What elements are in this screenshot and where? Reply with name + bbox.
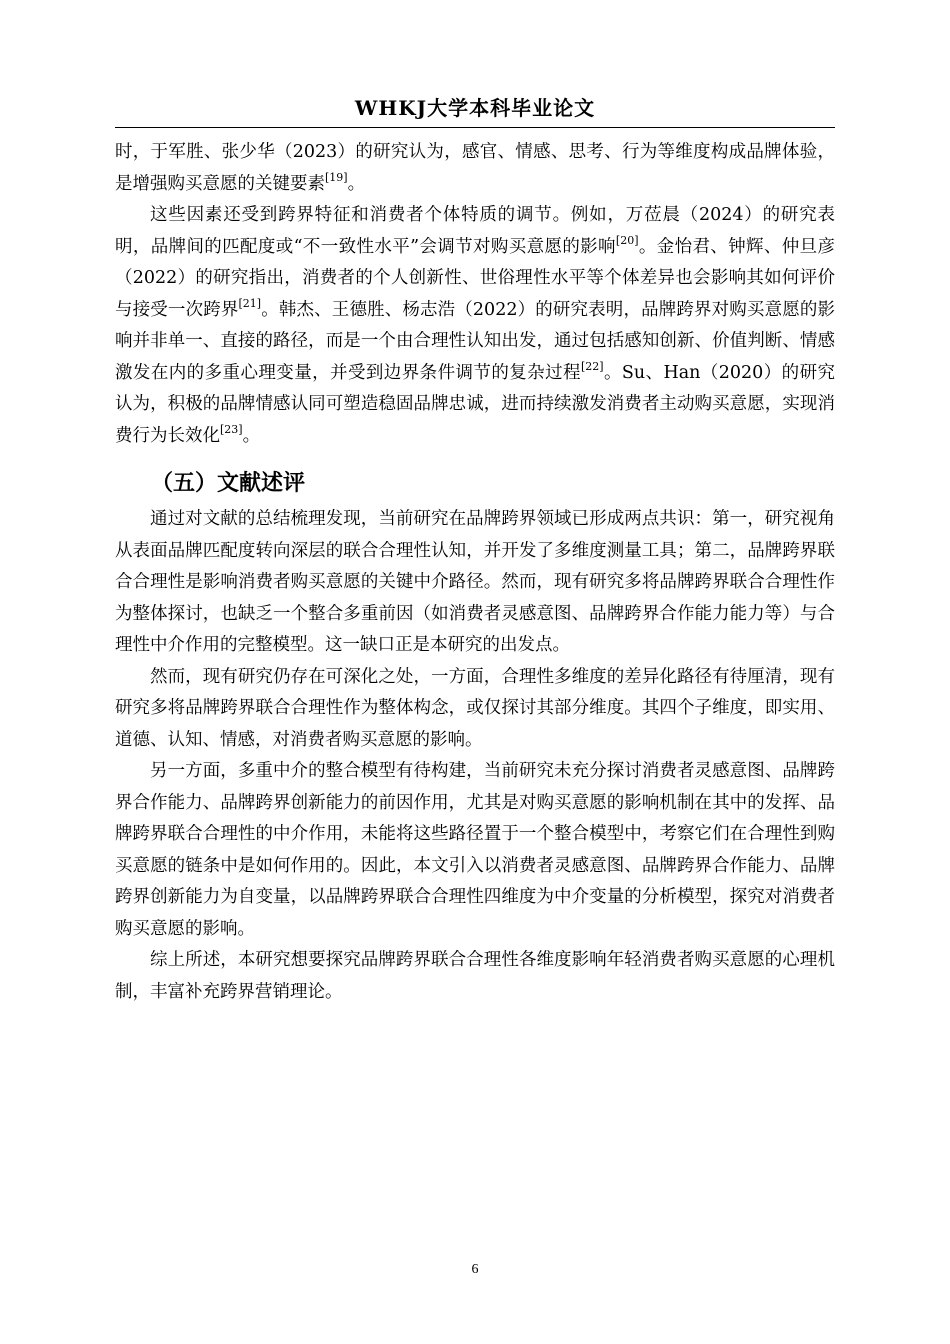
- citation-19: [19]: [325, 170, 348, 184]
- paragraph-continued: [115, 137, 835, 200]
- citation-23: [23]: [220, 422, 243, 436]
- header-rule: [115, 127, 835, 128]
- page-number: 6: [471, 1262, 479, 1277]
- paragraph-gap-one: 然而，现有研究仍存在可深化之处，一方面，合理性多维度的差异化路径有待厘清，现有研究多将品牌跨界联合合理性作为整体构念，或仅探讨其部分维度。其四个子维度，即实用、道德、认知、情感，对消费者购买意愿的影响。: [115, 666, 835, 750]
- section-heading: （五）文献述评: [151, 471, 306, 496]
- citation-21: [21]: [238, 296, 262, 310]
- page-header-title: WHKJ大学本科毕业论文: [354, 96, 596, 120]
- citation-20: [20]: [615, 233, 639, 247]
- paragraph-text: 这些因素还受到跨界特征和消费者个体特质的调节。例如，万莅晨（2024）的研究表明，品牌间的匹配度或“不一致性水平”会调节对购买意愿的影响: [115, 205, 835, 257]
- paragraph-text: 。Su、Han（2020）的研究认为，积极的品牌情感认同可塑造稳固品牌忠诚，进而持续激发消费者主动购买意愿，实现消费行为长效化: [115, 362, 835, 446]
- paragraph-text: 。: [242, 425, 261, 446]
- paragraph-text: 。金怡君、钟辉、仲旦彦（2022）的研究指出，消费者的个人创新性、世俗理性水平等个体差异也会影响其如何评价与接受一次跨界: [115, 236, 835, 320]
- citation-22: [22]: [580, 359, 604, 373]
- paragraph-text: 。韩杰、王德胜、杨志浩（2022）的研究表明，品牌跨界对购买意愿的影响并非单一、直接的路径，而是一个由合理性认知出发，通过包括感知创新、价值判断、情感激发在内的多重心理变量，并受到边界条件调节的复杂过程: [115, 299, 835, 383]
- paragraph-text: 。: [347, 173, 366, 194]
- paragraph-moderators: [115, 200, 835, 452]
- paragraph-conclusion: 综上所述，本研究想要探究品牌跨界联合合理性各维度影响年轻消费者购买意愿的心理机制，丰富补充跨界营销理论。: [115, 950, 835, 1002]
- paragraph-gap-two: 另一方面，多重中介的整合模型有待构建，当前研究未充分探讨消费者灵感意图、品牌跨界合作能力、品牌跨界创新能力的前因作用，尤其是对购买意愿的影响机制在其中的发挥、品牌跨界联合合理性的中介作用，未能将这些路径置于一个整合模型中，考察它们在合理性到购买意愿的链条中是如何作用的。因此，本文引入以消费者灵感意图、品牌跨界合作能力、品牌跨界创新能力为自变量，以品牌跨界联合合理性四维度为中介变量的分析模型，探究对消费者购买意愿的影响。: [115, 761, 835, 939]
- main-content: [115, 137, 835, 1008]
- paragraph-text: 时，于军胜、张少华（2023）的研究认为，感官、情感、思考、行为等维度构成品牌体验，是增强购买意愿的关键要素: [115, 142, 835, 194]
- paragraph-review-summary: 通过对文献的总结梳理发现，当前研究在品牌跨界领域已形成两点共识：第一，研究视角从表面品牌匹配度转向深层的联合合理性认知，并开发了多维度测量工具；第二，品牌跨界联合合理性是影响消费者购买意愿的关键中介路径。然而，现有研究多将品牌跨界联合合理性作为整体探讨，也缺乏一个整合多重前因（如消费者灵感意图、品牌跨界合作能力能力等）与合理性中介作用的完整模型。这一缺口正是本研究的出发点。: [115, 509, 835, 655]
